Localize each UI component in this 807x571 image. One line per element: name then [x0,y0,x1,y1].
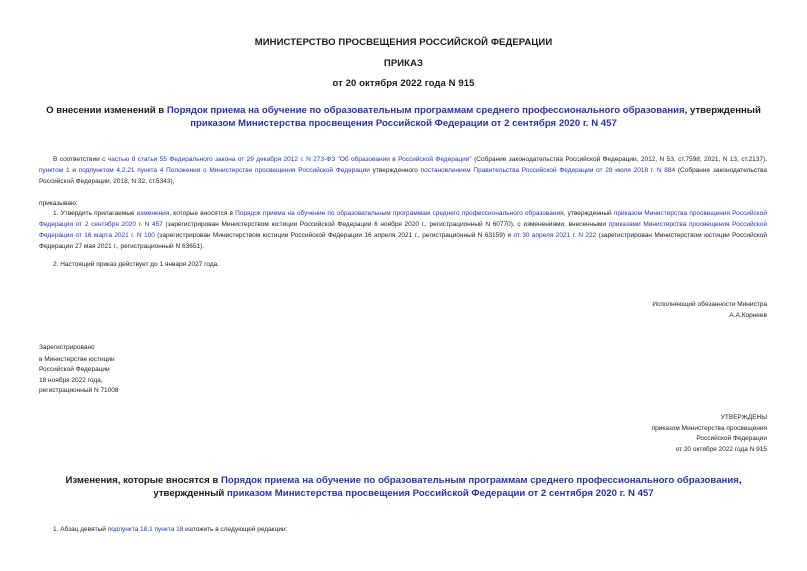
changes-title-link-order[interactable]: приказом Министерства просвещения Российской Федерации от 2 сентября 2020 г. N 457 [226,488,654,499]
orders-word: приказываю: [39,200,78,207]
title-text: , утвержденный [153,475,742,499]
registration-block [39,343,119,397]
regulation-link[interactable]: подпунктом 4.2.21 пункта 4 Положения о Министерстве просвещения Российской Федерации [78,167,370,174]
text: , которые вносятся в [169,210,236,217]
item-2-paragraph: 2. Настоящий приказ действует до 1 января 2027 года. [53,261,220,268]
signature-name: А.А.Корнеев [729,311,767,319]
subpoint-link[interactable]: подпункта 18.1 пункта 18 [107,526,184,533]
changes-link[interactable]: изменения [136,210,170,217]
order-457-link[interactable]: приказом Министерства просвещения Российской Федерации от 2 сентября 2020 г. N 457 [39,210,767,228]
item-1-paragraph [39,208,767,252]
text: (Собрание законодательства Российской Федерации, 2018, N 32, ст.5343), [39,167,768,185]
procedure-link[interactable]: Порядок приема на обучение по образовательным программам среднего профессионального образования [235,210,564,217]
text: изложить в следующей редакции: [183,526,288,533]
preamble-paragraph [39,154,767,187]
title-text: О внесении изменений в [46,105,167,116]
text: (зарегистрирован Министерством юстиции Российской Федерации 6 ноября 2020 г., регистрационный N 60770), с изменениями, внесенными [162,221,609,228]
title-link-order[interactable]: приказом Министерства просвещения Российской Федерации от 2 сентября 2020 г. N 457 [190,118,617,129]
changes-title-link-procedure[interactable]: Порядок приема на обучение по образовательным программам среднего профессионального образования [221,475,739,486]
title-link-procedure[interactable]: Порядок приема на обучение по образовательным программам среднего профессионального образования [166,105,685,116]
registration-line: Зарегистрировано [39,344,95,351]
point-link[interactable]: пунктом 1 [39,167,70,174]
order-222-link[interactable]: от 30 апреля 2021 г. N 222 [513,232,597,239]
approved-line: от 20 октября 2022 года N 915 [675,445,767,453]
text: утвержденного [369,167,421,174]
page-title [40,104,767,130]
text: (Собрание законодательства Российской Федерации, 2012, N 53, ст.7598; 2021, N 13, ст.2137), [471,156,767,163]
text: (зарегистрирован Министерством юстиции Российской Федерации 16 апреля 2021 г., регистрационный N 63159) и [154,232,514,239]
approved-line: УТВЕРЖДЕНЫ [720,414,767,421]
registration-line: 18 ноября 2022 года, [39,376,103,384]
change-1-paragraph [53,524,287,535]
text: В соответствии с [53,156,108,163]
registration-line: Российской Федерации [39,366,110,373]
resolution-link[interactable]: постановлением Правительства Российской Федерации от 28 июля 2018 г. N 884 [420,167,676,174]
doc-date-number: от 20 октября 2022 года N 915 [332,78,475,89]
text: (зарегистрирован Министерством юстиции Российской Федерации 27 мая 2021 г., регистрационный N 63651). [39,232,768,250]
signature-block [652,300,767,321]
text: 1. Абзац девятый [53,526,108,533]
title-text: , утвержденный [684,105,761,116]
registration-line: регистрационный N 71008 [39,387,119,394]
doc-type-heading: ПРИКАЗ [383,58,424,69]
title-text: Изменения, которые вносятся в [65,475,221,486]
approved-line: Российской Федерации [696,435,767,442]
changes-title [40,474,767,500]
signature-position: Исполняющий обязанности Министра [652,301,767,308]
order-100-link[interactable]: приказами Министерства просвещения Российской Федерации от 16 марта 2021 г. N 100 [39,221,767,239]
approved-line: приказом Министерства просвещения [651,424,767,432]
text: 1. Утвердить прилагаемые [53,210,137,217]
registration-line: в Министерстве юстиции [39,355,115,363]
text: и [69,167,79,174]
approved-block [652,413,767,455]
text: , утвержденный [563,210,614,217]
ministry-heading: МИНИСТЕРСТВО ПРОСВЕЩЕНИЯ РОССИЙСКОЙ ФЕДЕРАЦИИ [254,37,553,48]
law-link[interactable]: частью 8 статьи 55 Федерального закона от 29 декабря 2012 г. N 273-ФЗ "Об образовании в Российской Федерации" [107,156,472,163]
